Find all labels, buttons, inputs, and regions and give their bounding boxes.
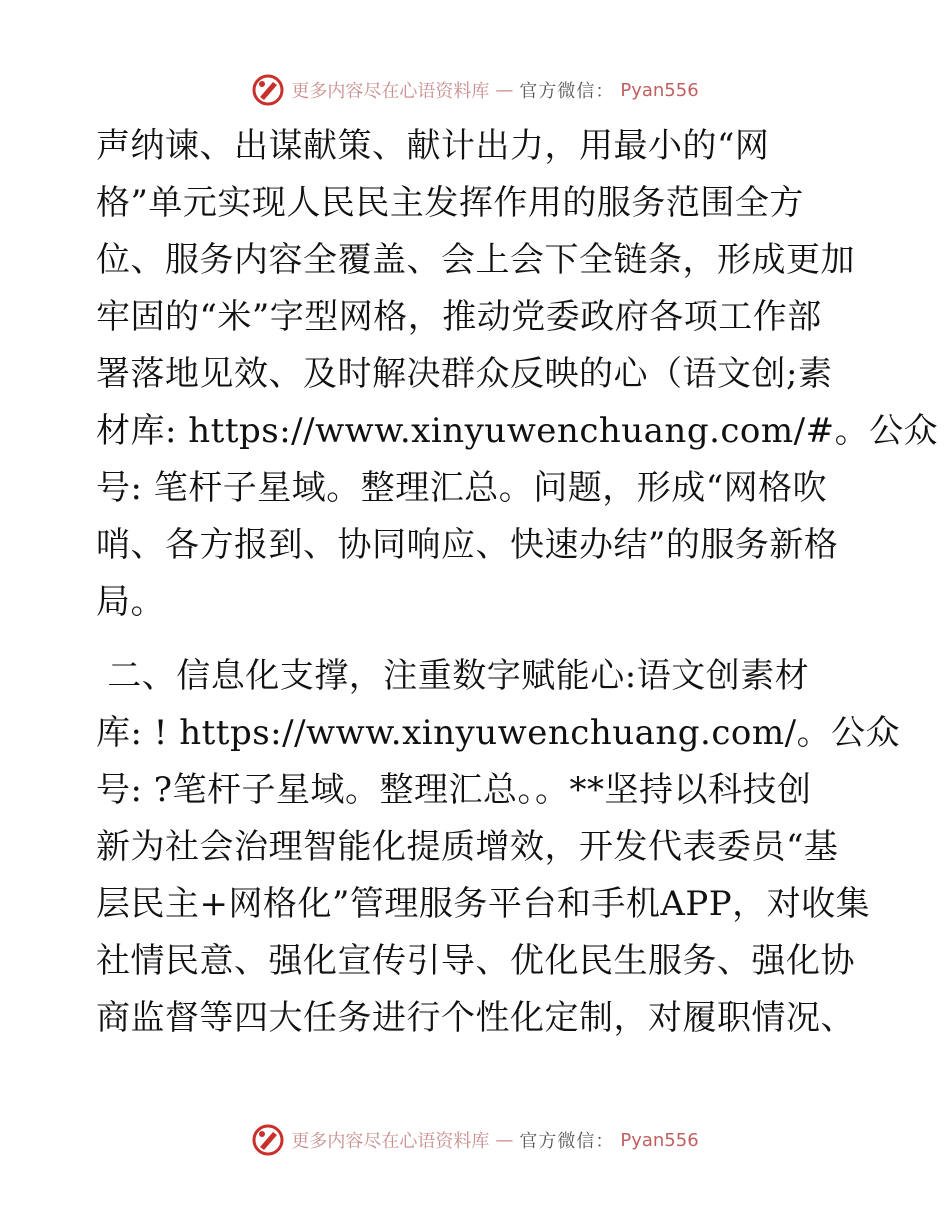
paragraph-1 bbox=[96, 118, 939, 631]
text-line: 商监督等四大任务进行个性化定制，对履职情况、 bbox=[96, 998, 855, 1038]
paragraph-spacer bbox=[96, 631, 866, 648]
text-line: 署落地见效、及时解决群众反映的心（语文创;素 bbox=[96, 354, 833, 394]
text-line: 位、服务内容全覆盖、会上会下全链条，形成更加 bbox=[96, 240, 855, 280]
watermark-header bbox=[0, 72, 950, 108]
watermark-footer bbox=[0, 1122, 950, 1158]
text-line: 格”单元实现人民民主发挥作用的服务范围全方 bbox=[96, 183, 804, 223]
text-line: 社情民意、强化宣传引导、优化民生服务、强化协 bbox=[96, 941, 855, 981]
text-line: 局。 bbox=[96, 582, 165, 622]
watermark-wechat-id: Pyan556 bbox=[620, 1129, 699, 1151]
text-line: 号: 笔杆子星域。整理汇总。问题，形成“网格吹 bbox=[96, 468, 828, 508]
watermark-dash: — bbox=[495, 1129, 514, 1151]
text-line: 号: ?笔杆子星域。整理汇总。。**坚持以科技创 bbox=[96, 770, 812, 810]
text-line: 新为社会治理智能化提质增效，开发代表委员“基 bbox=[96, 827, 839, 867]
watermark-dash: — bbox=[495, 79, 514, 101]
watermark-text: 更多内容尽在心语资料库 bbox=[291, 1131, 490, 1152]
text-line: 声纳谏、出谋献策、献计出力，用最小的“网 bbox=[96, 126, 770, 166]
text-line: 材库: https://www.xinyuwenchuang.com/#。公众 bbox=[96, 411, 939, 451]
paragraph-2 bbox=[96, 648, 901, 1047]
watermark-official-label: 官方微信： bbox=[519, 1131, 615, 1152]
watermark-text: 更多内容尽在心语资料库 bbox=[291, 81, 490, 102]
document-body bbox=[96, 118, 939, 1047]
text-line: 库: ! https://www.xinyuwenchuang.com/。公众 bbox=[96, 713, 901, 753]
watermark-official-label: 官方微信： bbox=[519, 81, 615, 102]
text-line: 哨、各方报到、协同响应、快速办结”的服务新格 bbox=[96, 525, 839, 565]
logo-icon bbox=[251, 1123, 285, 1157]
logo-icon bbox=[251, 73, 285, 107]
text-line: 二、信息化支撑，注重数字赋能心:语文创素材 bbox=[96, 656, 810, 696]
text-line: 牢固的“米”字型网格，推动党委政府各项工作部 bbox=[96, 297, 822, 337]
watermark-wechat-id: Pyan556 bbox=[620, 79, 699, 101]
text-line: 层民主+网格化”管理服务平台和手机APP，对收集 bbox=[96, 884, 871, 924]
